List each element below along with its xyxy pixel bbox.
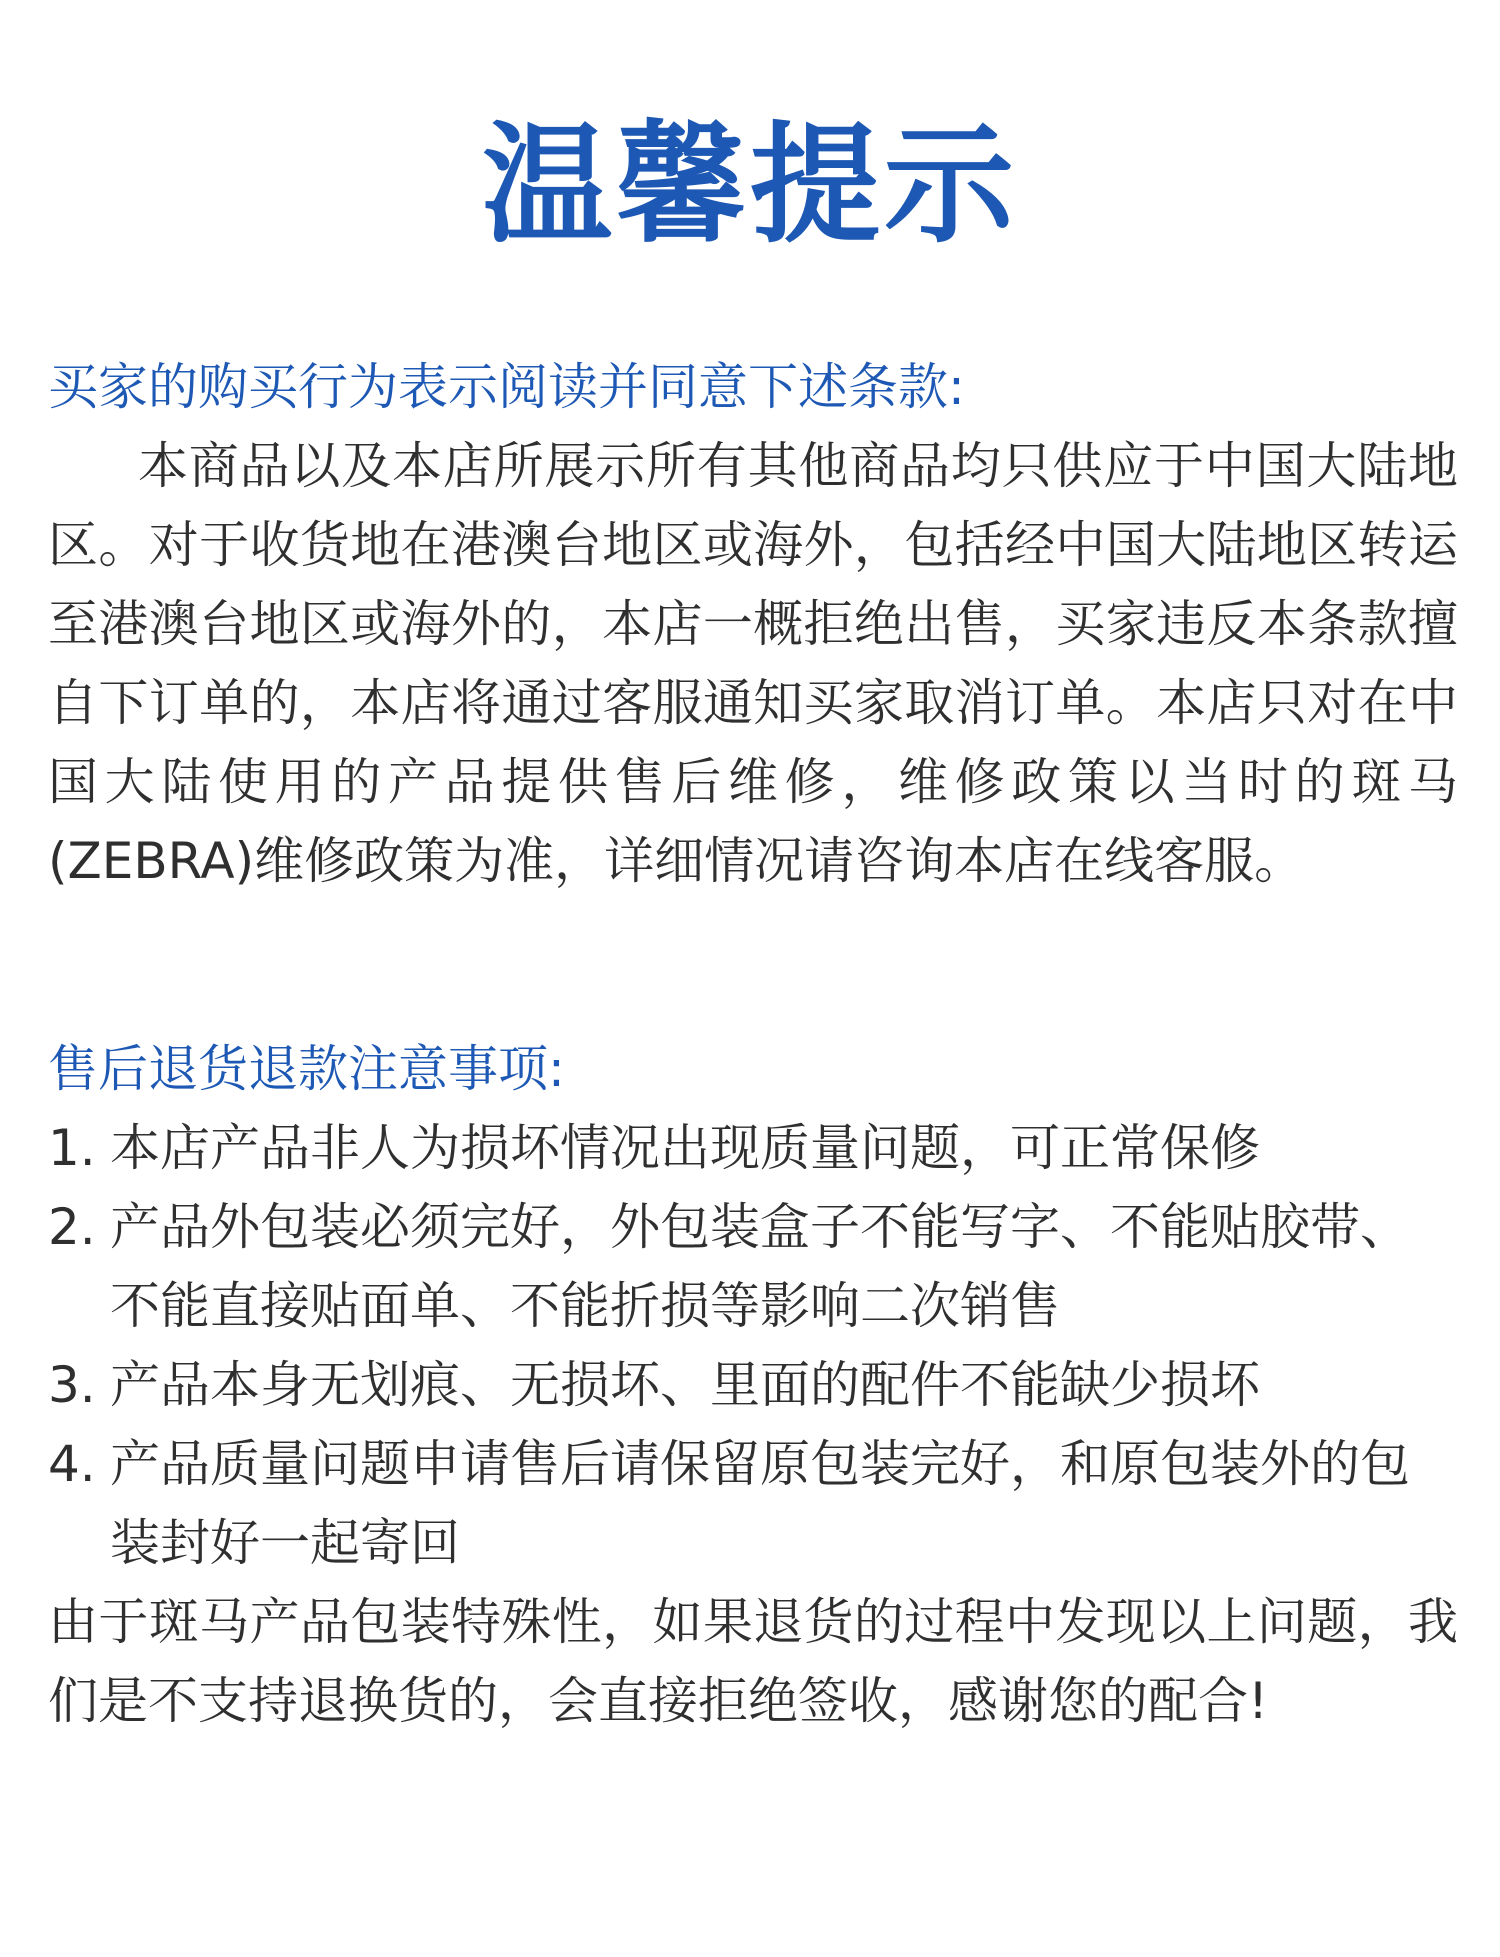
list-item xyxy=(48,1346,1458,1425)
terms-body: 本商品以及本店所展示所有其他商品均只供应于中国大陆地区。对于收货地在港澳台地区或海外，包括经中国大陆地区转运至港澳台地区或海外的，本店一概拒绝出售，买家违反本条款擅自下订单的，本店将通过客服通知买家取消订单。本店只对在中国大陆使用的产品提供售后维修，维修政策以当时的斑马(ZEBRA)维修政策为准，详细情况请咨询本店在线客服。 xyxy=(48,437,1458,890)
list-item xyxy=(48,1425,1458,1583)
list-item-text: 产品本身无划痕、无损坏、里面的配件不能缺少损坏 xyxy=(110,1356,1260,1414)
list-item-text: 本店产品非人为损坏情况出现质量问题，可正常保修 xyxy=(110,1119,1260,1177)
list-item-number: 2. xyxy=(48,1198,96,1256)
terms-section xyxy=(48,348,1458,901)
page-title: 温馨提示 xyxy=(481,109,1018,261)
list-item-number: 3. xyxy=(48,1356,96,1414)
list-item xyxy=(48,1109,1458,1188)
terms-heading: 买家的购买行为表示阅读并同意下述条款: xyxy=(48,358,965,416)
list-item-number: 4. xyxy=(48,1435,96,1493)
return-policy-heading: 售后退货退款注意事项: xyxy=(48,1040,565,1098)
closing-note: 由于斑马产品包装特殊性，如果退货的过程中发现以上问题，我们是不支持退换货的，会直接拒绝签收，感谢您的配合! xyxy=(48,1593,1458,1730)
list-item-text: 产品质量问题申请售后请保留原包装完好，和原包装外的包装封好一起寄回 xyxy=(110,1435,1410,1572)
list-item xyxy=(48,1188,1458,1346)
list-item-text: 产品外包装必须完好，外包装盒子不能写字、不能贴胶带、不能直接贴面单、不能折损等影响二次销售 xyxy=(110,1198,1410,1335)
list-item-number: 1. xyxy=(48,1119,96,1177)
return-policy-section xyxy=(48,1030,1458,1741)
